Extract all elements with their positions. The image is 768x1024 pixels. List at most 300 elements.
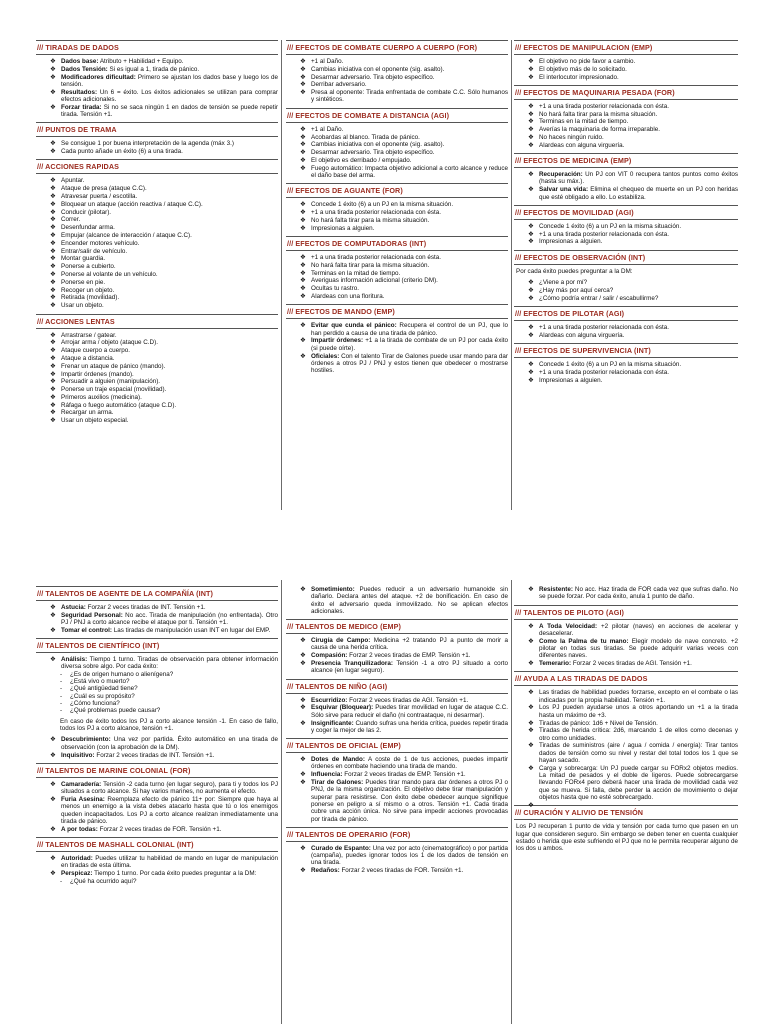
- item-text: Ponerse al volante de un vehículo.: [61, 271, 158, 279]
- section-heading: [514, 85, 738, 100]
- item-text: Tiradas de suministros (aire / agua / comida / energía): Tirar tantos dados de tensión como su nivel y restar del total todos los 1 que se hayan sacado.: [539, 742, 738, 765]
- item-text: No acc. Tirada de manipulación (no enfrentada). Otro PJ / PNJ a corto alcance recibe el ataque por ti. Tensión +1.: [61, 611, 278, 627]
- list-item: [528, 689, 738, 704]
- list-item: [50, 224, 278, 231]
- bullet-list: [286, 201, 508, 232]
- dash-item: - ¿Cuál es su propósito?: [60, 693, 278, 700]
- list-item: [528, 142, 738, 149]
- item-text: Retirada (movilidad).: [61, 294, 120, 302]
- column-1: [36, 40, 278, 429]
- section-heading: [286, 619, 508, 634]
- bullet-list: [286, 586, 508, 615]
- section: [36, 40, 278, 118]
- item-text: Cuando sufras una herida crítica, puedes repetir tirada y coger la mejor de las 2.: [311, 719, 508, 734]
- item-text: Arrastrarse / gatear.: [61, 331, 117, 339]
- item-text: ¿Viene a por mí?: [539, 279, 588, 287]
- list-item: [50, 263, 278, 270]
- item-label: Insignificante:: [311, 719, 354, 727]
- item-text: Ataque de presa (ataque C.C).: [61, 185, 147, 193]
- item-text: El interlocutor impresionado.: [539, 73, 619, 81]
- item-text: Ponerse un traje espacial (movilidad).: [61, 386, 167, 394]
- bullet-list: [514, 361, 738, 384]
- dash-item: - ¿Está vivo o muerto?: [60, 678, 278, 685]
- list-item: [300, 126, 508, 133]
- section-heading: [514, 40, 738, 55]
- list-item: [50, 332, 278, 339]
- list-item: [528, 742, 738, 764]
- section: [36, 638, 278, 759]
- list-item: [528, 765, 738, 801]
- section: [286, 236, 508, 300]
- list-item: [300, 201, 508, 208]
- heading-prefix: ///: [37, 162, 44, 172]
- heading-prefix: ///: [287, 186, 294, 196]
- list-item: [528, 279, 738, 286]
- heading-text: EFECTOS DE COMBATE CUERPO A CUERPO (FOR): [295, 43, 478, 52]
- list-item: [528, 361, 738, 368]
- list-item: [528, 103, 738, 110]
- list-item: [50, 271, 278, 278]
- heading-text: EFECTOS DE MEDICINA (EMP): [523, 156, 632, 166]
- bullet-list: [286, 637, 508, 674]
- heading-text: EFECTOS DE COMBATE A DISTANCIA (AGI): [295, 110, 450, 120]
- column-divider: [281, 580, 282, 1024]
- column-2: [286, 40, 508, 378]
- item-text: Concede 1 éxito (6) a un PJ en la misma situación.: [539, 222, 682, 230]
- list-item: [528, 74, 738, 81]
- item-text: +1 a una tirada posterior relacionada con ésta.: [539, 102, 670, 110]
- item-text: Fuego automático: Impacta objetivo adicional a corto alcance y reduce el daño base del arma.: [311, 164, 508, 180]
- list-item: [300, 270, 508, 277]
- list-item: [528, 287, 738, 294]
- list-item: [528, 231, 738, 238]
- item-text: Elegir modelo de nave concreto. +2 pilotar en todas sus tiradas. Se puede adquirir varias veces con diferentes naves.: [539, 637, 738, 660]
- list-item: [50, 294, 278, 301]
- item-label: Influencia:: [311, 771, 343, 779]
- list-item: [50, 736, 278, 751]
- section: [514, 671, 738, 801]
- list-item: [300, 254, 508, 261]
- list-item: [300, 779, 508, 823]
- list-item: [50, 855, 278, 870]
- bullet-list: [36, 604, 278, 634]
- item-label: Resultados:: [61, 88, 98, 96]
- dash-list: [60, 878, 278, 885]
- item-text: Tiempo 1 turno. Tiradas de observación para obtener información diversa sobre algo. Por cada éxito:: [61, 656, 278, 671]
- section-heading: [286, 236, 508, 251]
- heading-prefix: ///: [287, 741, 294, 751]
- item-text: Desenfundar arma.: [61, 224, 115, 232]
- list-item: [50, 409, 278, 416]
- list-item: [300, 225, 508, 232]
- list-item: [300, 353, 508, 375]
- list-item: [300, 209, 508, 216]
- list-item: [50, 216, 278, 223]
- item-label: Recuperación:: [539, 171, 583, 179]
- item-text: Un PJ con VIT 0 recupera tantos puntos como éxitos (hasta su máx.).: [539, 171, 738, 186]
- item-text: +1 a una tirada posterior relacionada con ésta.: [539, 323, 670, 331]
- list-item: [50, 781, 278, 796]
- section-heading: [36, 40, 278, 55]
- list-item: [300, 141, 508, 148]
- item-label: Furia Asesina:: [61, 795, 105, 803]
- section: [514, 805, 738, 852]
- section: [286, 183, 508, 232]
- list-item: [50, 386, 278, 393]
- heading-prefix: ///: [515, 607, 522, 617]
- item-text: Forzar 2 veces tiradas de EMP. Tensión +1.: [342, 771, 466, 779]
- heading-text: TIRADAS DE DADOS: [45, 43, 119, 52]
- item-text: Ocultas tu rastro.: [311, 285, 359, 293]
- list-item: [300, 165, 508, 180]
- heading-prefix: ///: [515, 87, 522, 97]
- bullet-list: [286, 322, 508, 374]
- list-item: [528, 727, 738, 742]
- list-item: [300, 586, 508, 615]
- section: [514, 343, 738, 384]
- section: [286, 679, 508, 734]
- item-text: Entrar/salir de vehículo.: [61, 247, 128, 255]
- list-item: [528, 660, 738, 667]
- item-text: Puedes tirar movilidad en lugar de ataque C.C. Sólo sirve para reducir el daño (ni contraataque, ni desarmar).: [311, 704, 508, 719]
- item-label: Escurridizo:: [311, 696, 348, 704]
- heading-text: EFECTOS DE MOVILIDAD (AGI): [523, 207, 634, 217]
- list-item: [300, 756, 508, 771]
- item-text: Recargar un arma.: [61, 409, 114, 417]
- item-text: No hará falta tirar para la misma situación.: [539, 110, 658, 118]
- item-text: Tiradas de herida crítica: 2d6, marcando 1 de ellos como decenas y otro como unidades.: [539, 727, 738, 742]
- reference-page-bottom: [0, 580, 768, 1024]
- list-item: [528, 586, 738, 601]
- section: [286, 619, 508, 674]
- item-text: Forzar 2 veces tiradas de FOR. Tensión +1.: [339, 867, 464, 875]
- heading-text: TALENTOS DE CIENTÍFICO (INT): [45, 641, 160, 651]
- item-text: Acobardas al blanco. Tirada de pánico.: [311, 133, 420, 141]
- heading-text: EFECTOS DE PILOTAR (AGI): [523, 308, 625, 318]
- list-item: [300, 720, 508, 735]
- heading-prefix: ///: [287, 43, 294, 52]
- item-label: Forzar tirada:: [61, 103, 102, 111]
- list-item: [50, 209, 278, 216]
- item-text: Atributo + Habilidad + Equipo.: [98, 58, 184, 65]
- item-text: Si no se saca ningún 1 en dados de tensión se puede repetir tirada. Tensión +1.: [61, 103, 278, 119]
- section: [286, 108, 508, 180]
- section-heading: [514, 153, 738, 168]
- section-heading: [36, 122, 278, 137]
- bullet-list: [514, 324, 738, 339]
- item-text: Terminas en la mitad de tiempo.: [539, 118, 629, 126]
- heading-text: TALENTOS DE AGENTE DE LA COMPAÑÍA (INT): [45, 589, 214, 598]
- item-text: Atravesar puerta / escotilla.: [61, 193, 138, 201]
- list-item: [50, 604, 278, 611]
- item-text: Arrojar arma / objeto (ataque C.D).: [61, 339, 158, 347]
- heading-prefix: ///: [515, 674, 522, 684]
- item-text: Si es igual a 1, tirada de pánico.: [107, 65, 200, 73]
- item-label: Perspicaz:: [61, 870, 93, 877]
- item-label: Cirugía de Campo:: [311, 637, 371, 645]
- list-item: [300, 66, 508, 73]
- list-item: [528, 324, 738, 331]
- item-label: Redaños:: [311, 867, 340, 875]
- list-item: [528, 295, 738, 302]
- item-text: ¿Hay más por aquí cerca?: [539, 286, 614, 294]
- item-text: +1 a una tirada posterior relacionada con ésta.: [311, 254, 442, 262]
- item-text: Medicina +2 tratando PJ a punto de morir a causa de una herida crítica.: [311, 637, 508, 652]
- item-label: Inquisitivo:: [61, 751, 95, 759]
- bullet-list: [36, 781, 278, 833]
- item-text: Elimina el chequeo de muerte en un PJ con heridas que esté obligado a ello. Lo estabiliza.: [539, 186, 739, 201]
- item-label: Salvar una vida:: [539, 186, 589, 194]
- item-text: Los PJ pueden ayudarse unos a otros aportando un +1 a la tirada hasta un máximo de +3.: [539, 704, 738, 719]
- bullet-list: [514, 623, 738, 668]
- item-text: Una vez por acto (cinematográfico) o por partida (campaña), puedes ignorar todos los 1 de los dados de tensión en una tirada.: [311, 844, 508, 867]
- section-heading: [286, 40, 508, 55]
- item-label: Impartir órdenes:: [311, 337, 364, 345]
- section-heading: [36, 638, 278, 653]
- list-item: [300, 293, 508, 300]
- item-label: Oficiales:: [311, 352, 340, 360]
- item-text: Recoger un objeto.: [61, 286, 115, 294]
- list-item: [50, 378, 278, 385]
- section-heading: [514, 205, 738, 220]
- section-heading: [286, 183, 508, 198]
- heading-text: TALENTOS DE MASHALL COLONIAL (INT): [45, 839, 194, 849]
- list-item: [50, 355, 278, 362]
- heading-prefix: ///: [515, 207, 522, 217]
- section: [514, 85, 738, 149]
- section-heading: [514, 671, 738, 686]
- item-text: Bloquear un ataque (acción reactiva / ataque C.C).: [61, 200, 203, 208]
- heading-prefix: ///: [37, 316, 44, 326]
- item-text: Persuadir a alguien (manipulación).: [61, 378, 161, 386]
- section: [286, 40, 508, 104]
- heading-text: TALENTOS DE MEDICO (EMP): [295, 622, 401, 632]
- item-text: +1 al Daño.: [311, 58, 344, 65]
- item-text: ¿Cómo podría entrar / salir / escabullirme?: [539, 294, 659, 302]
- item-label: Dotes de Mando:: [311, 756, 365, 764]
- heading-prefix: ///: [37, 125, 44, 135]
- heading-text: ACCIONES RAPIDAS: [45, 162, 120, 172]
- list-item: [50, 402, 278, 409]
- list-item: [50, 232, 278, 239]
- item-text: Una vez por partida. Éxito automático en una tirada de observación (con la aprobación de la DM).: [61, 736, 278, 751]
- heading-prefix: ///: [287, 110, 294, 120]
- item-text: Puedes utilizar tu habilidad de mando en lugar de manipulación en tiradas de esta última.: [61, 854, 278, 870]
- section: [514, 153, 738, 201]
- section-heading: [514, 343, 738, 358]
- section: [514, 586, 738, 601]
- heading-text: EFECTOS DE COMPUTADORAS (INT): [295, 239, 427, 249]
- item-text: Presa al oponente: Tirada enfrentada de combate C.C. Sólo humanos y sintéticos.: [311, 89, 508, 104]
- list-item: [300, 149, 508, 156]
- item-text: Primeros auxilios (medicina).: [61, 393, 142, 401]
- item-text: Recupera el control de un PJ, que lo han perdido a causa de una tirada de pánico.: [311, 322, 508, 337]
- bullet-list: [514, 223, 738, 246]
- list-item: [50, 66, 278, 73]
- heading-text: EFECTOS DE AGUANTE (FOR): [295, 186, 403, 196]
- list-item: [50, 140, 278, 147]
- section: [514, 306, 738, 339]
- item-label: Sometimiento:: [311, 586, 355, 593]
- list-item: [528, 134, 738, 141]
- item-text: Tensión -1 a otro PJ situado a corto alcance (en lugar seguro).: [311, 660, 508, 675]
- item-label: Presencia Tranquilizadora:: [311, 660, 393, 668]
- item-text: Concede 1 éxito (6) a un PJ en la misma situación.: [311, 201, 454, 209]
- item-text: Forzar 2 veces tiradas de INT. Tensión +1.: [85, 604, 206, 611]
- item-text: Impresionas a alguien.: [539, 376, 603, 384]
- list-item: [50, 302, 278, 309]
- list-item: [50, 255, 278, 262]
- bullet-list: [514, 58, 738, 81]
- item-text: +1 a una tirada posterior relacionada con ésta.: [539, 230, 670, 238]
- list-item: [528, 704, 738, 719]
- item-label: Esquivar (Bloquear):: [311, 704, 374, 712]
- heading-text: EFECTOS DE MANIPULACION (EMP): [523, 43, 653, 52]
- section-heading: [514, 250, 738, 265]
- item-text: Conducir (pilotar).: [61, 208, 112, 216]
- item-text: El objetivo más de lo solicitado.: [539, 65, 627, 73]
- item-text: +1 al Daño.: [311, 125, 344, 133]
- list-item: [528, 186, 738, 201]
- list-item: [528, 111, 738, 118]
- item-text: Terminas en la mitad de tiempo.: [311, 269, 401, 277]
- bullet-list: [36, 177, 278, 309]
- heading-prefix: ///: [37, 765, 44, 775]
- item-text: Las tiradas de manipulación usan INT en lugar del EMP.: [111, 626, 271, 634]
- item-text: Tiradas de pánico: 1d6 + Nivel de Tensión.: [539, 719, 658, 727]
- section: [36, 586, 278, 634]
- section-intro: Por cada éxito puedes preguntar a la DM:: [516, 267, 633, 275]
- item-text: Frenar un ataque de pánico (mando).: [61, 362, 166, 370]
- list-item: [300, 704, 508, 719]
- heading-prefix: ///: [37, 589, 44, 598]
- heading-prefix: ///: [37, 641, 44, 651]
- bullet-list: [36, 656, 278, 671]
- list-item: [300, 81, 508, 88]
- list-item: [528, 720, 738, 727]
- dash-item: - ¿Qué antigüedad tiene?: [60, 685, 278, 692]
- list-item: [50, 394, 278, 401]
- section-heading: [36, 763, 278, 778]
- heading-prefix: ///: [287, 622, 294, 632]
- item-label: Modificadores dificultad:: [61, 73, 136, 81]
- list-item: [528, 369, 738, 376]
- section: [286, 738, 508, 823]
- item-text: Empujar (alcance de interacción / ataque C.C).: [61, 232, 192, 240]
- section-intro: Los PJ recuperan 1 punto de vida y tensión por cada turno que pasen en un lugar que consideren seguro. Sin embargo se deben tener en cuenta cualquier estado o herida que este sufriendo el PJ que no le permita recuperar alguno de los dos u ambos.: [516, 823, 738, 853]
- bullet-list: [286, 756, 508, 823]
- list-item: [50, 752, 278, 759]
- list-item: [50, 363, 278, 370]
- list-item: [300, 58, 508, 65]
- heading-prefix: ///: [515, 156, 522, 166]
- bullet-list: [514, 586, 738, 601]
- bullet-list: [514, 103, 738, 149]
- list-item: [300, 322, 508, 337]
- item-text: Impresionas a alguien.: [311, 224, 375, 232]
- section: [514, 605, 738, 668]
- heading-prefix: ///: [515, 808, 522, 818]
- heading-text: CURACIÓN Y ALIVIO DE TENSIÓN: [523, 808, 644, 818]
- item-label: Compasión:: [311, 652, 348, 660]
- item-text: No hará falta tirar para la misma situación.: [311, 216, 430, 224]
- item-text: Alardeas con una floritura.: [311, 293, 385, 301]
- item-text: Usar un objeto especial.: [61, 417, 129, 425]
- heading-text: AYUDA A LAS TIRADAS DE DADOS: [523, 674, 648, 684]
- item-text: Desarmar adversario. Tira objeto específico.: [311, 149, 435, 157]
- list-item: [50, 612, 278, 627]
- bullet-list: [514, 279, 738, 302]
- item-text: Reemplaza efecto de pánico 11+ por: Siempre que haya al menos un enemigo a la vista debes atacarlo hasta que tú o los enemigos queden incapacitados. Los PJ a corto alcance realizan inmediatamente una tirada de pánico.: [61, 795, 278, 825]
- list-item: [50, 74, 278, 89]
- item-text: +1 a la tirada de combate de un PJ por cada éxito (si puede oírte).: [311, 337, 508, 352]
- heading-prefix: ///: [515, 308, 522, 318]
- list-item: [300, 157, 508, 164]
- column-divider: [511, 580, 512, 1024]
- item-text: Averías la maquinaria de forma irreparable.: [539, 126, 660, 134]
- item-text: Desarmar adversario. Tira objeto específico.: [311, 73, 435, 81]
- section: [514, 40, 738, 81]
- item-label: Seguridad Personal:: [61, 611, 123, 619]
- item-text: Forzar 2 veces tiradas de EMP. Tensión +1.: [347, 652, 471, 660]
- bullet-list: [286, 254, 508, 300]
- list-item: [50, 371, 278, 378]
- section-heading: [286, 679, 508, 694]
- section-heading: [36, 837, 278, 852]
- list-item: [300, 845, 508, 867]
- dash-item: - ¿Cómo funciona?: [60, 700, 278, 707]
- item-text: Forzar 2 veces tiradas de FOR. Tensión +1.: [97, 825, 222, 833]
- section: [36, 837, 278, 885]
- heading-prefix: ///: [287, 239, 294, 249]
- section: [286, 304, 508, 374]
- heading-prefix: ///: [37, 839, 44, 849]
- bullet-list: [286, 697, 508, 734]
- dash-item: - ¿Qué ha ocurrido aquí?: [60, 878, 278, 885]
- item-text: Cada punto añade un éxito (6) a una tirada.: [61, 148, 183, 156]
- heading-text: TALENTOS DE PILOTO (AGI): [523, 607, 625, 617]
- section: [286, 827, 508, 875]
- column-3: [514, 40, 738, 388]
- dash-list: [60, 671, 278, 714]
- section: [36, 159, 278, 309]
- item-label: Dados base:: [61, 58, 99, 65]
- list-item: [50, 148, 278, 155]
- item-text: Impartir órdenes (mando).: [61, 370, 134, 378]
- item-text: Derribar adversario.: [311, 81, 367, 89]
- section-heading: [36, 314, 278, 329]
- bullet-list: [36, 736, 278, 758]
- bullet-list: [286, 126, 508, 180]
- section-heading: [514, 805, 738, 820]
- item-text: Forzar 2 veces tiradas de INT. Tensión +1.: [94, 751, 215, 759]
- list-item: [50, 185, 278, 192]
- section-heading: [286, 738, 508, 753]
- list-item: [528, 66, 738, 73]
- item-text: Ponerse en pie.: [61, 278, 106, 286]
- heading-prefix: ///: [515, 252, 522, 262]
- item-label: Evitar que cunda el pánico:: [311, 322, 397, 330]
- list-item: [300, 697, 508, 704]
- dash-item: - ¿Es de origen humano o alienígena?: [60, 671, 278, 678]
- list-item: [50, 177, 278, 184]
- item-text: Concede 1 éxito (6) a un PJ en la misma situación.: [539, 361, 682, 369]
- list-item: [300, 637, 508, 652]
- heading-text: EFECTOS DE OBSERVACIÓN (INT): [523, 252, 646, 262]
- list-item: [50, 347, 278, 354]
- item-text: El objetivo no pide favor a cambio.: [539, 58, 636, 65]
- item-text: Alardeas con alguna virguería.: [539, 141, 625, 149]
